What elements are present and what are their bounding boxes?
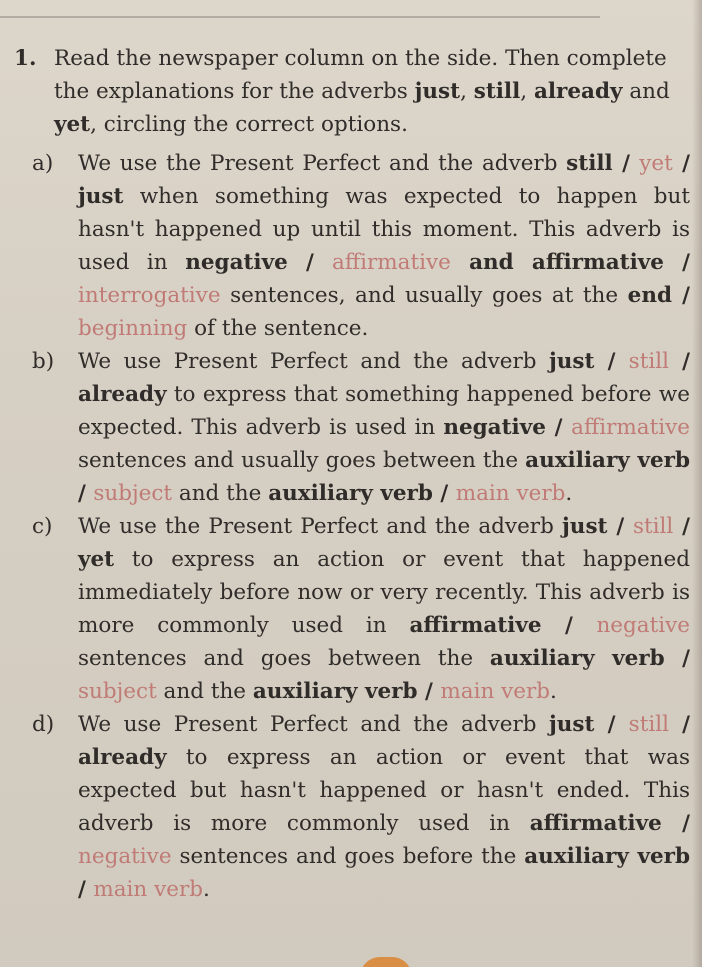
option-unselected[interactable]: beginning: [78, 316, 188, 341]
item-letter: b): [32, 349, 55, 374]
text-segment: of the sentence.: [187, 316, 369, 341]
text-segment: sentences and usually goes between the: [78, 448, 526, 473]
option-choice[interactable]: affirmative: [409, 613, 542, 638]
exercise-number: 1.: [14, 46, 37, 71]
option-unselected[interactable]: yet: [639, 151, 673, 176]
option-unselected[interactable]: main verb: [455, 481, 566, 506]
text-segment: We use Present Perfect and the adverb: [78, 349, 550, 374]
item-letter: d): [32, 712, 55, 737]
item-text: [54, 345, 690, 510]
explanation-item: [14, 147, 690, 345]
text-segment: sentences and goes before the: [171, 844, 525, 869]
explanation-item: [14, 345, 690, 510]
instructions-text: Read the newspaper column on the side. Then complete the explanations for the adverbs just, still, already and yet, circling the correct options.: [54, 46, 670, 137]
option-choice[interactable]: affirmative: [529, 811, 662, 836]
option-separator: /: [594, 349, 629, 374]
explanation-item: [14, 510, 690, 708]
adverb-still: still: [473, 79, 521, 104]
option-choice[interactable]: auxiliary verb: [525, 448, 690, 473]
text-segment: to express an action or event that happened immediately before now or very recently. This adverb is more commonly used in: [78, 547, 690, 638]
option-unselected[interactable]: still: [628, 712, 669, 737]
option-choice[interactable]: negative: [185, 250, 288, 275]
page-fold-shadow: [692, 0, 702, 967]
option-unselected[interactable]: affirmative: [571, 415, 691, 440]
option-choice[interactable]: already: [78, 745, 167, 770]
option-unselected[interactable]: main verb: [93, 877, 204, 902]
text-segment: and the: [172, 481, 269, 506]
option-unselected[interactable]: main verb: [440, 679, 551, 704]
item-text: [54, 147, 690, 345]
adverb-yet: yet: [54, 112, 91, 137]
option-unselected[interactable]: still: [628, 349, 669, 374]
text-segment: .: [203, 877, 210, 902]
option-choice[interactable]: auxiliary verb: [489, 646, 665, 671]
option-separator: /: [594, 712, 629, 737]
option-separator: /: [663, 250, 691, 275]
option-choice[interactable]: already: [78, 382, 167, 407]
text-segment: We use the Present Perfect and the adverb: [78, 514, 563, 539]
option-separator: /: [432, 481, 456, 506]
text-segment: .: [550, 679, 557, 704]
option-separator: /: [545, 415, 572, 440]
option-separator: /: [668, 712, 691, 737]
option-choice[interactable]: negative: [443, 415, 546, 440]
option-choice[interactable]: auxiliary verb: [252, 679, 418, 704]
item-text: [54, 708, 690, 906]
option-choice[interactable]: just: [549, 349, 595, 374]
option-choice[interactable]: just: [549, 712, 595, 737]
option-separator: /: [78, 877, 94, 902]
option-choice[interactable]: end: [627, 283, 672, 308]
option-unselected[interactable]: negative: [78, 844, 172, 869]
instructions-part2: , circling the correct options.: [90, 112, 408, 137]
orange-tab-mark: [360, 957, 412, 967]
option-choice[interactable]: auxiliary verb: [268, 481, 433, 506]
option-separator: /: [287, 250, 333, 275]
option-unselected[interactable]: subject: [78, 679, 157, 704]
option-separator: /: [668, 349, 691, 374]
option-unselected[interactable]: affirmative: [332, 250, 451, 275]
text-segment: to express that something happened before we expected. This adverb is used in: [78, 382, 690, 440]
item-letter: a): [32, 151, 54, 176]
option-separator: /: [78, 481, 94, 506]
option-choice[interactable]: still: [566, 151, 613, 176]
option-unselected[interactable]: subject: [93, 481, 173, 506]
text-segment: when something was expected to happen but hasn't happened up until this moment. This adverb is used in: [78, 184, 690, 275]
text-segment: to express an action or event that was expected but hasn't happened or hasn't ended. This adverb is more commonly used in: [78, 745, 690, 836]
option-choice[interactable]: auxiliary verb: [524, 844, 690, 869]
explanation-item: [14, 708, 690, 906]
adverb-already: already: [533, 79, 623, 104]
text-segment: We use the Present Perfect and the adverb: [78, 151, 567, 176]
option-choice[interactable]: just: [562, 514, 608, 539]
option-unselected[interactable]: still: [633, 514, 674, 539]
exercise-instructions: [14, 42, 690, 141]
explanation-list: [14, 147, 690, 906]
option-separator: /: [541, 613, 597, 638]
text-segment: sentences and goes between the: [78, 646, 490, 671]
option-choice[interactable]: just: [78, 184, 124, 209]
option-separator: /: [671, 283, 691, 308]
text-segment: and the: [156, 679, 253, 704]
option-choice[interactable]: yet: [78, 547, 115, 572]
exercise-1: [14, 42, 690, 906]
option-separator: /: [661, 811, 690, 836]
option-separator: /: [612, 151, 640, 176]
item-letter: c): [32, 514, 53, 539]
option-unselected[interactable]: interrogative: [78, 283, 221, 308]
option-separator: /: [672, 151, 690, 176]
text-segment: .: [565, 481, 573, 506]
option-separator: /: [664, 646, 691, 671]
option-unselected[interactable]: negative: [596, 613, 690, 638]
adverb-just: just: [414, 79, 461, 104]
option-choice[interactable]: and affirmative: [450, 250, 664, 275]
item-text: [54, 510, 690, 708]
option-separator: /: [673, 514, 690, 539]
instructions-part1: Read the newspaper column on the side. Then complete the explanations for the adverbs: [54, 46, 667, 104]
text-segment: We use Present Perfect and the adverb: [78, 712, 550, 737]
top-divider: [0, 16, 600, 18]
option-separator: /: [607, 514, 633, 539]
text-segment: sentences, and usually goes at the: [220, 283, 628, 308]
option-separator: /: [417, 679, 441, 704]
